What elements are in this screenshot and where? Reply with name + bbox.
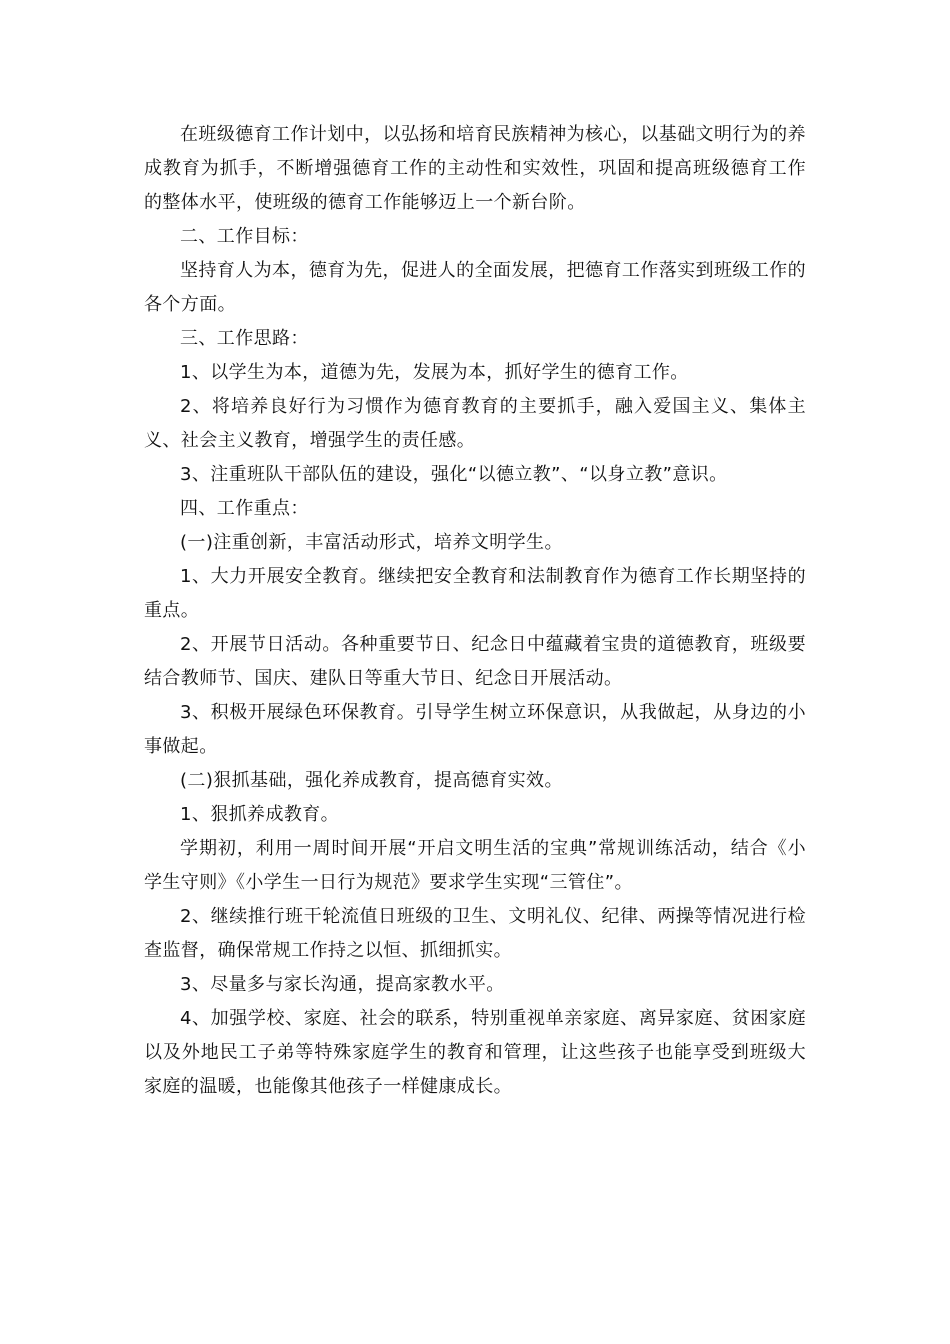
paragraph-focus-2-2: 2、继续推行班干轮流值日班级的卫生、文明礼仪、纪律、两操等情况进行检查监督，确保常规工作持之以恒、抓细抓实。 xyxy=(144,906,806,961)
paragraph-focus-1-1: 1、大力开展安全教育。继续把安全教育和法制教育作为德育工作长期坚持的重点。 xyxy=(144,566,806,621)
heading-work-focus: 四、工作重点： xyxy=(180,498,309,519)
paragraph-focus-1-3: 3、积极开展绿色环保教育。引导学生树立环保意识，从我做起，从身边的小事做起。 xyxy=(144,702,806,757)
paragraph-idea-3: 3、注重班队干部队伍的建设，强化“以德立教”、“以身立教”意识。 xyxy=(180,464,728,485)
paragraph-idea-1: 1、以学生为本，道德为先，发展为本，抓好学生的德育工作。 xyxy=(180,362,689,383)
document-body xyxy=(144,118,806,1104)
paragraph-goals: 坚持育人为本，德育为先，促进人的全面发展，把德育工作落实到班级工作的各个方面。 xyxy=(144,260,806,315)
paragraph-focus-2-4: 4、加强学校、家庭、社会的联系，特别重视单亲家庭、离异家庭、贫困家庭以及外地民工子弟等特殊家庭学生的教育和管理，让这些孩子也能享受到班级大家庭的温暖，也能像其他孩子一样健康成长。 xyxy=(144,1008,806,1097)
paragraph-focus-1-2: 2、开展节日活动。各种重要节日、纪念日中蕴藏着宝贵的道德教育，班级要结合教师节、国庆、建队日等重大节日、纪念日开展活动。 xyxy=(144,634,806,689)
paragraph-focus-2-1-detail: 学期初，利用一周时间开展“开启文明生活的宝典”常规训练活动，结合《小学生守则》《小学生一日行为规范》要求学生实现“三管住”。 xyxy=(144,838,806,893)
paragraph-idea-2: 2、将培养良好行为习惯作为德育教育的主要抓手，融入爱国主义、集体主义、社会主义教育，增强学生的责任感。 xyxy=(144,396,806,451)
subheading-focus-1: (一)注重创新，丰富活动形式，培养文明学生。 xyxy=(180,532,563,553)
paragraph-focus-2-3: 3、尽量多与家长沟通，提高家教水平。 xyxy=(180,974,505,995)
paragraph-intro: 在班级德育工作计划中，以弘扬和培育民族精神为核心，以基础文明行为的养成教育为抓手，不断增强德育工作的主动性和实效性，巩固和提高班级德育工作的整体水平，使班级的德育工作能够迈上一个新台阶。 xyxy=(144,124,806,213)
heading-work-ideas: 三、工作思路： xyxy=(180,328,309,349)
subheading-focus-2: (二)狠抓基础，强化养成教育，提高德育实效。 xyxy=(180,770,563,791)
heading-work-goals: 二、工作目标： xyxy=(180,226,309,247)
paragraph-focus-2-1: 1、狠抓养成教育。 xyxy=(180,804,340,825)
